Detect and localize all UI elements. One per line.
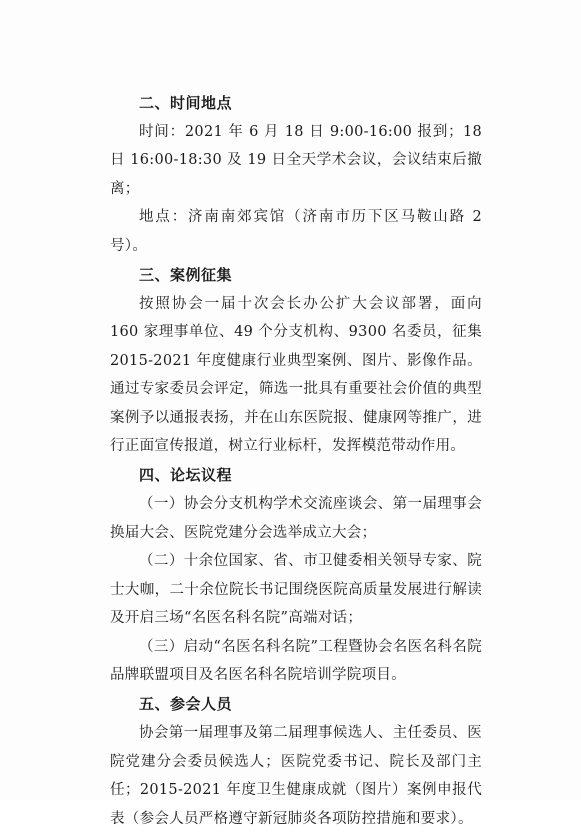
section-heading-forum-agenda: 四、论坛议程 xyxy=(139,466,233,485)
section-heading-time-place: 二、时间地点 xyxy=(139,94,233,112)
section-heading-attendees: 五、参会人员 xyxy=(139,695,233,714)
document-body xyxy=(110,88,482,833)
paragraph-case-collection: 按照协会一届十次会长办公扩大会议部署，面向 160 家理事单位、49 个分支机构、9300 名委员，征集 2015-2021 年度健康行业典型案例、图片、影像作品。通过专家委员会评定，筛选一批具有重要社会价值的典型案例予以通报表扬，并在山东医院报、健康网等推广，进行正面宣传报道，树立行业标杆，发挥模范带动作用。 xyxy=(110,296,482,455)
paragraph-agenda-item-3: （三）启动“名医名科名院”工程暨协会名医名科名院品牌联盟项目及名医名科名院培训学院项目。 xyxy=(110,638,482,683)
paragraph-time: 时间：2021 年 6 月 18 日 9:00-16:00 报到；18 日 16:00-18:30 及 19 日全天学术会议，会议结束后撤离； xyxy=(110,124,482,197)
paragraph-agenda-item-2: （二）十余位国家、省、市卫健委相关领导专家、院士大咖，二十余位院长书记围绕医院高质量发展进行解读及开启三场“名医名科名院”高端对话； xyxy=(110,553,482,627)
paragraph-agenda-item-1: （一）协会分支机构学术交流座谈会、第一届理事会换届大会、医院党建分会选举成立大会； xyxy=(110,496,482,541)
section-heading-case-collection: 三、案例征集 xyxy=(139,266,233,285)
paragraph-place: 地点：济南南郊宾馆（济南市历下区马鞍山路 2 号）。 xyxy=(110,209,482,254)
paragraph-attendees: 协会第一届理事及第二届理事候选人、主任委员、医院党建分会委员候选人；医院党委书记、院长及部门主任；2015-2021 年度卫生健康成就（图片）案例申报代表（参会人员严格遵守新冠肺炎各项防控措施和要求）。 xyxy=(110,725,482,827)
